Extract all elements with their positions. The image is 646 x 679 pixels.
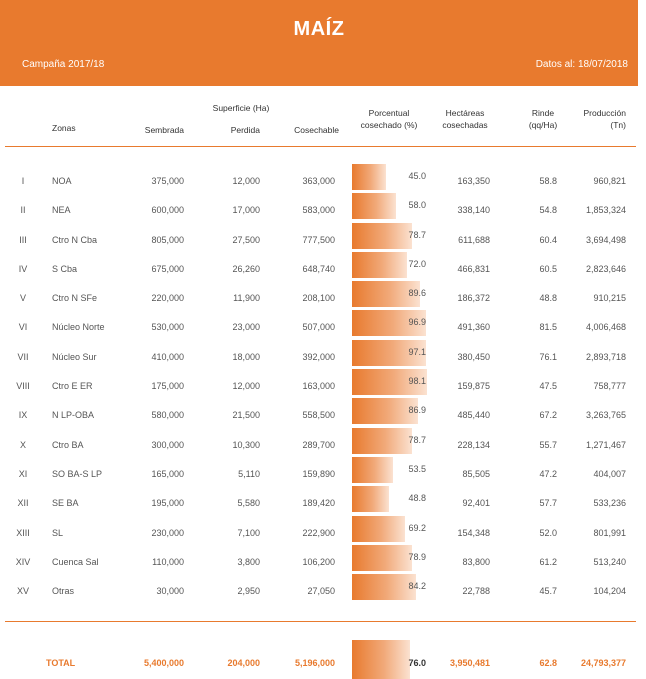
total-rinde: 62.8	[539, 658, 557, 668]
table-row	[0, 309, 646, 338]
row-cosechable: 159,890	[302, 468, 335, 479]
date-label: Datos al: 18/07/2018	[535, 59, 628, 70]
row-cosechable: 289,700	[302, 439, 335, 450]
table-row	[0, 251, 646, 280]
table-row	[0, 280, 646, 309]
row-produccion: 1,853,324	[585, 205, 626, 216]
row-sembrada: 410,000	[151, 351, 184, 362]
table-row	[0, 485, 646, 514]
total-label: TOTAL	[46, 658, 76, 668]
header-produccion-line1: Producción	[583, 108, 626, 118]
row-produccion: 2,823,646	[585, 263, 626, 274]
row-perdida: 26,260	[232, 263, 260, 274]
row-produccion: 404,007	[593, 468, 626, 479]
row-pct: 78.9	[408, 551, 426, 562]
table-row	[0, 427, 646, 456]
row-roman: I	[21, 176, 25, 186]
header-zonas: Zonas	[52, 123, 76, 133]
row-cosechable: 558,500	[302, 410, 335, 421]
row-produccion: 104,204	[593, 586, 626, 597]
row-cosechable: 163,000	[302, 381, 335, 392]
row-sembrada: 530,000	[151, 322, 184, 333]
row-produccion: 801,991	[593, 527, 626, 538]
row-pct: 48.8	[408, 493, 426, 504]
row-hectareas: 186,372	[457, 293, 490, 304]
row-cosechable: 363,000	[302, 176, 335, 186]
row-hectareas: 92,401	[462, 498, 490, 509]
row-hectareas: 154,348	[457, 527, 490, 538]
row-perdida: 23,000	[232, 322, 260, 333]
header-divider	[5, 146, 636, 147]
row-roman: IV	[18, 263, 28, 274]
total-hectareas: 3,950,481	[449, 658, 490, 668]
header-hectareas	[430, 107, 500, 131]
row-produccion: 4,006,468	[585, 322, 626, 333]
pct-bar	[352, 574, 416, 600]
pct-bar	[352, 252, 407, 278]
row-perdida: 7,100	[237, 527, 260, 538]
row-cosechable: 222,900	[302, 527, 335, 538]
row-roman: XII	[17, 498, 29, 509]
pct-bar	[352, 223, 412, 249]
row-zona: Otras	[52, 586, 75, 597]
row-rinde: 61.2	[539, 556, 557, 567]
row-zona: Ctro E ER	[52, 381, 93, 392]
row-pct: 72.0	[408, 258, 426, 269]
row-pct: 97.1	[408, 346, 426, 357]
row-cosechable: 208,100	[302, 293, 335, 304]
row-roman: III	[19, 234, 27, 245]
row-hectareas: 85,505	[462, 468, 490, 479]
row-pct: 45.0	[408, 171, 426, 181]
row-rinde: 67.2	[539, 410, 557, 421]
header-cosechable: Cosechable	[294, 125, 339, 135]
total-perdida: 204,000	[227, 658, 260, 668]
row-rinde: 45.7	[539, 586, 557, 597]
header-rinde-line1: Rinde	[531, 108, 555, 118]
row-pct: 89.6	[408, 288, 426, 299]
header-porcentual-line2: cosechado (%)	[360, 120, 418, 130]
row-cosechable: 392,000	[302, 351, 335, 362]
row-rinde: 60.4	[539, 234, 557, 245]
row-cosechable: 106,200	[302, 556, 335, 567]
header-band	[0, 0, 638, 86]
row-sembrada: 220,000	[151, 293, 184, 304]
row-roman: VI	[18, 322, 28, 333]
row-perdida: 18,000	[232, 351, 260, 362]
row-pct: 86.9	[408, 405, 426, 416]
report-title: MAÍZ	[293, 18, 345, 40]
row-rinde: 57.7	[539, 498, 557, 509]
row-cosechable: 648,740	[302, 263, 335, 274]
row-zona: Ctro N SFe	[52, 293, 98, 304]
row-produccion: 513,240	[593, 556, 626, 567]
row-perdida: 17,000	[232, 205, 260, 216]
row-sembrada: 165,000	[151, 468, 184, 479]
row-zona: Ctro BA	[52, 439, 84, 450]
row-sembrada: 805,000	[151, 234, 184, 245]
row-produccion: 960,821	[593, 176, 626, 186]
row-rinde: 58.8	[539, 176, 557, 186]
row-perdida: 12,000	[232, 176, 260, 186]
row-zona: SL	[52, 527, 64, 538]
row-roman: XI	[18, 468, 28, 479]
row-rinde: 52.0	[539, 527, 557, 538]
row-rinde: 47.2	[539, 468, 557, 479]
row-hectareas: 611,688	[458, 234, 490, 245]
pct-bar	[352, 457, 393, 483]
row-hectareas: 491,360	[457, 322, 490, 333]
table-row	[0, 573, 646, 602]
pct-bar	[352, 486, 389, 512]
row-pct: 84.2	[408, 581, 426, 592]
row-produccion: 2,893,718	[585, 351, 626, 362]
row-zona: Ctro N Cba	[52, 234, 98, 245]
total-row	[0, 640, 646, 679]
pct-bar	[352, 428, 412, 454]
pct-bar	[352, 516, 405, 542]
row-zona: Cuenca Sal	[52, 556, 99, 567]
campaign-label: Campaña 2017/18	[22, 59, 105, 70]
row-pct: 78.7	[408, 229, 426, 240]
total-pct: 76.0	[408, 658, 426, 668]
table-row	[0, 192, 646, 221]
row-hectareas: 22,788	[462, 586, 490, 597]
row-cosechable: 507,000	[302, 322, 335, 333]
row-zona: SE BA	[52, 498, 79, 509]
row-sembrada: 675,000	[151, 263, 184, 274]
row-sembrada: 30,000	[156, 586, 184, 597]
table-row	[0, 515, 646, 544]
row-zona: NOA	[52, 176, 72, 186]
row-sembrada: 580,000	[151, 410, 184, 421]
row-zona: N LP-OBA	[52, 410, 95, 421]
row-pct: 53.5	[408, 463, 426, 474]
row-sembrada: 230,000	[151, 527, 184, 538]
row-perdida: 27,500	[232, 234, 260, 245]
row-hectareas: 163,350	[457, 176, 490, 186]
table-row	[0, 339, 646, 368]
row-pct: 78.7	[408, 434, 426, 445]
row-roman: X	[19, 439, 26, 450]
row-sembrada: 195,000	[151, 498, 184, 509]
row-zona: NEA	[52, 205, 71, 216]
row-perdida: 12,000	[232, 381, 260, 392]
row-pct: 96.9	[408, 317, 426, 328]
pct-bar	[352, 164, 386, 190]
row-hectareas: 228,134	[457, 439, 490, 450]
row-sembrada: 375,000	[151, 176, 184, 186]
header-rinde	[520, 107, 566, 131]
row-roman: XV	[16, 586, 29, 597]
table-row	[0, 222, 646, 251]
row-roman: IX	[18, 410, 28, 421]
row-zona: Núcleo Sur	[52, 351, 97, 362]
row-produccion: 533,236	[593, 498, 626, 509]
header-sembrada: Sembrada	[144, 125, 184, 135]
row-perdida: 5,110	[238, 468, 260, 479]
row-perdida: 10,300	[232, 439, 260, 450]
row-pct: 69.2	[408, 522, 426, 533]
row-sembrada: 175,000	[151, 381, 184, 392]
row-rinde: 54.8	[539, 205, 557, 216]
row-cosechable: 27,050	[307, 586, 335, 597]
row-produccion: 3,694,498	[585, 234, 626, 245]
header-porcentual	[346, 107, 432, 131]
row-roman: II	[20, 205, 26, 216]
row-cosechable: 189,420	[302, 498, 335, 509]
row-produccion: 758,777	[593, 381, 626, 392]
row-hectareas: 485,440	[457, 410, 490, 421]
header-produccion	[583, 107, 626, 131]
row-sembrada: 300,000	[151, 439, 184, 450]
row-roman: XIV	[15, 556, 31, 567]
row-roman: XIII	[16, 527, 30, 538]
total-cosechable: 5,196,000	[294, 658, 335, 668]
header-rinde-line2: (qq/Ha)	[528, 120, 558, 130]
table-row	[0, 368, 646, 397]
pct-bar	[352, 193, 396, 219]
total-produccion: 24,793,377	[580, 658, 626, 668]
header-porcentual-line1: Porcentual	[368, 108, 410, 118]
header-perdida: Perdida	[230, 125, 260, 135]
row-hectareas: 159,875	[457, 381, 490, 392]
row-roman: VII	[17, 351, 29, 362]
row-hectareas: 338,140	[457, 205, 490, 216]
header-produccion-line2: (Tn)	[610, 120, 626, 130]
row-perdida: 5,580	[237, 498, 260, 509]
header-superficie: Superficie (Ha)	[212, 103, 270, 113]
row-rinde: 81.5	[539, 322, 557, 333]
row-produccion: 3,263,765	[585, 410, 626, 421]
row-zona: Núcleo Norte	[52, 322, 105, 333]
total-sembrada: 5,400,000	[143, 658, 184, 668]
row-cosechable: 583,000	[302, 205, 335, 216]
row-pct: 58.0	[408, 200, 426, 211]
row-zona: S Cba	[52, 263, 78, 274]
total-divider	[5, 621, 636, 622]
row-hectareas: 380,450	[457, 351, 490, 362]
row-roman: VIII	[16, 381, 30, 392]
row-perdida: 11,900	[233, 293, 260, 304]
pct-bar	[352, 545, 412, 571]
row-rinde: 55.7	[539, 439, 557, 450]
pct-bar	[352, 640, 410, 679]
table-row	[0, 456, 646, 485]
row-roman: V	[19, 293, 26, 304]
row-rinde: 60.5	[539, 263, 557, 274]
row-hectareas: 83,800	[462, 556, 490, 567]
table-row	[0, 163, 646, 192]
row-sembrada: 110,000	[152, 556, 184, 567]
header-hectareas-line1: Hectáreas	[445, 108, 485, 118]
table-row	[0, 397, 646, 426]
row-produccion: 910,215	[593, 293, 626, 304]
row-rinde: 76.1	[539, 351, 557, 362]
row-pct: 98.1	[408, 376, 426, 387]
header-hectareas-line2: cosechadas	[442, 120, 488, 130]
row-rinde: 48.8	[539, 293, 557, 304]
row-perdida: 3,800	[237, 556, 260, 567]
table-row	[0, 544, 646, 573]
row-perdida: 2,950	[237, 586, 260, 597]
row-produccion: 1,271,467	[585, 439, 626, 450]
data-rows	[0, 163, 646, 602]
row-rinde: 47.5	[539, 381, 557, 392]
row-cosechable: 777,500	[302, 234, 335, 245]
row-zona: SO BA-S LP	[52, 468, 103, 479]
row-sembrada: 600,000	[151, 205, 184, 216]
row-hectareas: 466,831	[457, 263, 490, 274]
row-perdida: 21,500	[232, 410, 260, 421]
